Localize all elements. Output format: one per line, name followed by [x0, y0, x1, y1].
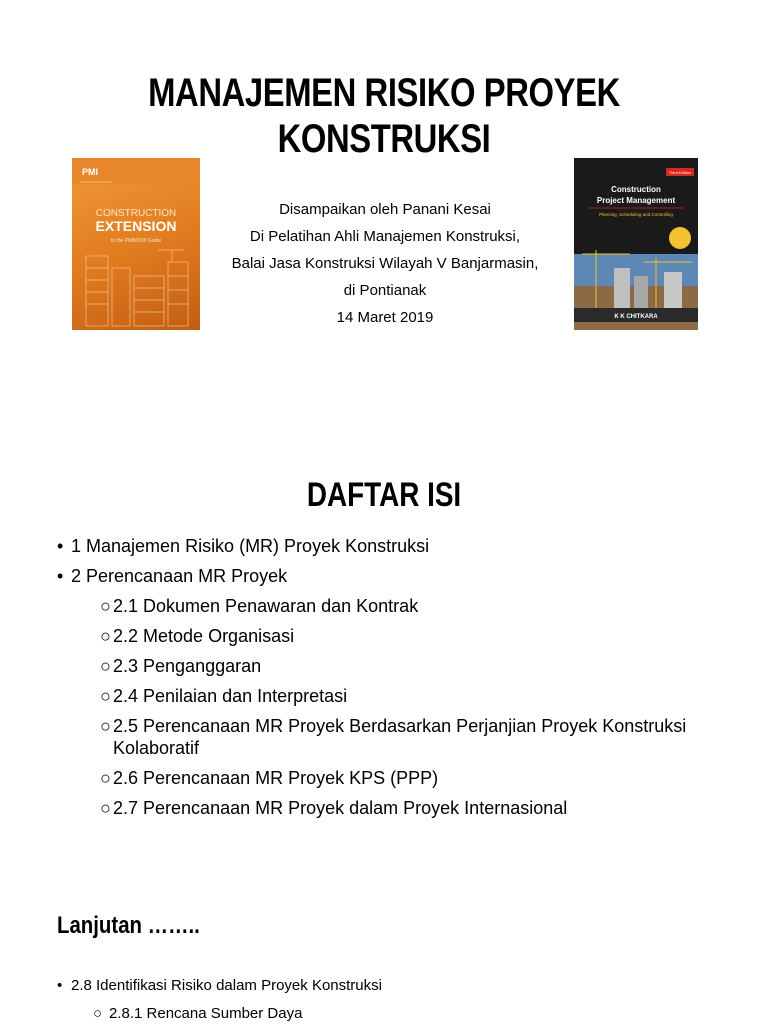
circle-bullet-icon: ○ [100, 626, 111, 646]
toc-item-2-5 [57, 711, 737, 763]
toc-item-2: • 2 Perencanaan MR Proyek [57, 561, 737, 591]
toc-item-2-3 [57, 651, 737, 681]
presenter-line: Disampaikan oleh Panani Kesai [279, 201, 491, 218]
circle-bullet-icon: ○ [100, 656, 111, 676]
circle-bullet-icon: ○ [100, 596, 111, 616]
book-left-line2: EXTENSION [95, 218, 177, 234]
toc-item-2-6 [57, 763, 737, 793]
presenter-info [200, 196, 570, 331]
circle-bullet-icon: ○ [100, 798, 111, 818]
book-right-author: K K CHITKARA [614, 314, 658, 320]
toc-item-2-4 [57, 681, 737, 711]
book-right-subtitle: Planning, Scheduling and Controlling [599, 212, 673, 217]
circle-bullet-icon: ○ [100, 768, 111, 788]
book-left-line1: CONSTRUCTION [95, 208, 177, 219]
book-cover-art-right [574, 158, 698, 330]
book-cover-art-left [72, 158, 200, 330]
book-right-title1: Construction [611, 185, 661, 194]
toc-item-label: 2.7 Perencanaan MR Proyek dalam Proyek Internasional [113, 798, 568, 818]
book-cover-construction-project-management [574, 158, 698, 330]
toc-heading: DAFTAR ISI [306, 476, 462, 514]
toc-item-2-2 [57, 621, 737, 651]
toc-item-label: 2.6 Perencanaan MR Proyek KPS (PPP) [113, 768, 439, 788]
location-line: di Pontianak [343, 282, 427, 299]
toc-list [57, 531, 737, 823]
event-line: Di Pelatihan Ahli Manajemen Konstruksi, [249, 228, 521, 245]
title-line-2: KONSTRUKSI [277, 117, 491, 161]
book-right-edition: Third Edition [668, 170, 692, 175]
toc-item-label: 2.5 Perencanaan MR Proyek Berdasarkan Perjanjian Proyek Konstruksi Kolaboratif [113, 716, 687, 758]
page-title [69, 70, 699, 162]
book-cover-construction-extension [72, 158, 200, 330]
book-left-line3: to the PMBOK® Guide [110, 238, 162, 244]
venue-line: Balai Jasa Konstruksi Wilayah V Banjarmasin, [231, 255, 539, 272]
toc-item-2-7 [57, 793, 737, 823]
toc-item-2-1 [57, 591, 737, 621]
toc-item-label: 2.3 Penganggaran [113, 656, 262, 676]
circle-bullet-icon: ○ [100, 716, 111, 736]
circle-bullet-icon: ○ [93, 1005, 103, 1022]
toc-item-1: • 1 Manajemen Risiko (MR) Proyek Konstruksi [57, 531, 737, 561]
continuation-item-label: 2.8.1 Rencana Sumber Daya [109, 1005, 303, 1022]
circle-bullet-icon: ○ [100, 686, 111, 706]
continuation-heading: Lanjutan …….. [57, 912, 200, 939]
toc-item-label: 2.1 Dokumen Penawaran dan Kontrak [113, 596, 419, 616]
toc-item-label: 2.4 Penilaian dan Interpretasi [113, 686, 348, 706]
continuation-item-2-8: • 2.8 Identifikasi Risiko dalam Proyek Konstruksi [57, 972, 737, 1000]
continuation-list [57, 972, 737, 1028]
toc-item-label: 2.2 Metode Organisasi [113, 626, 295, 646]
book-right-title2: Project Management [596, 196, 676, 205]
book-left-publisher: PMI [82, 167, 99, 177]
title-line-1: MANAJEMEN RISIKO PROYEK [148, 71, 620, 115]
date-line: 14 Maret 2019 [336, 309, 434, 326]
